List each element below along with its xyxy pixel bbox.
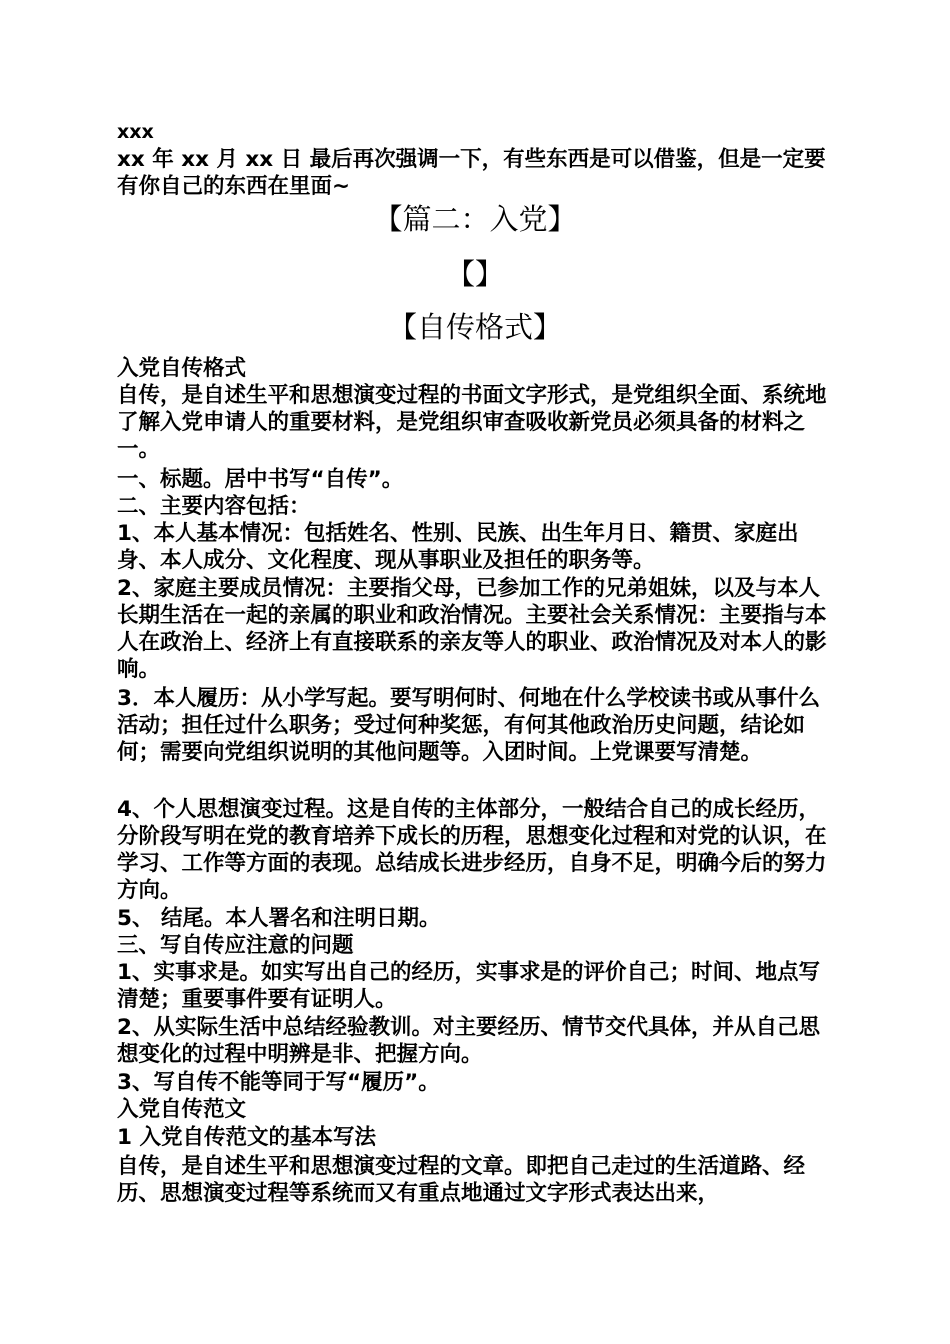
item-family: 2、家庭主要成员情况：主要指父母，已参加工作的兄弟姐妹，以及与本人长期生活在一起的亲属的职业和政治情况。主要社会关系情况：主要指与本人在政治上、经济上有直接联系的亲友等人的职业、政治情况及对本人的影响。 [117, 576, 827, 682]
item-title: 一、标题。居中书写“自传”。 [117, 467, 404, 492]
note-not-resume: 3、写自传不能等同于写“履历”。 [117, 1070, 440, 1095]
sample-method-title: 1 入党自传范文的基本写法 [117, 1125, 376, 1150]
paragraph-intro: 自传，是自述生平和思想演变过程的书面文字形式，是党组织全面、系统地了解入党申请人的重要材料，是党组织审查吸收新党员必须具备的材料之一。 [117, 383, 827, 462]
section-title-format: 入党自传格式 [117, 356, 247, 381]
item-thought-process: 4、个人思想演变过程。这是自传的主体部分，一般结合自己的成长经历，分阶段写明在党的教育培养下成长的历程，思想变化过程和对党的认识，在学习、工作等方面的表现。总结成长进步经历，自身不足，明确今后的努力方向。 [117, 797, 827, 903]
item-resume: 3．本人履历：从小学写起。要写明何时、何地在什么学校读书或从事什么活动；担任过什么职务；受过何种奖惩，有何其他政治历史问题，结论如何；需要向党组织说明的其他问题等。入团时间。上党课要写清楚。 [117, 686, 820, 765]
part-title: 【篇二：入党】 [373, 202, 577, 236]
author-line: xxx [117, 121, 154, 143]
item-main-content: 二、主要内容包括： [117, 494, 311, 519]
date-note: xx 年 xx 月 xx 日 最后再次强调一下，有些东西是可以借鉴，但是一定要有你自己的东西在里面~ [117, 147, 826, 199]
note-facts: 1、实事求是。如实写出自己的经历，实事求是的评价自己；时间、地点写清楚；重要事件要有证明人。 [117, 960, 820, 1012]
item-ending: 5、 结尾。本人署名和注明日期。 [117, 906, 441, 931]
section-sample: 入党自传范文 [117, 1097, 247, 1122]
format-title: 【自传格式】 [387, 310, 562, 344]
section-notes: 三、写自传应注意的问题 [117, 933, 354, 958]
empty-brackets-heading: 【】 [445, 257, 504, 291]
item-basic-info: 1、本人基本情况：包括姓名、性别、民族、出生年月日、籍贯、家庭出身、本人成分、文化程度、现从事职业及担任的职务等。 [117, 521, 799, 573]
note-lessons: 2、从实际生活中总结经验教训。对主要经历、情节交代具体，并从自己思想变化的过程中明辨是非、把握方向。 [117, 1015, 820, 1067]
sample-paragraph: 自传，是自述生平和思想演变过程的文章。即把自己走过的生活道路、经历、思想演变过程等系统而又有重点地通过文字形式表达出来， [117, 1154, 806, 1206]
